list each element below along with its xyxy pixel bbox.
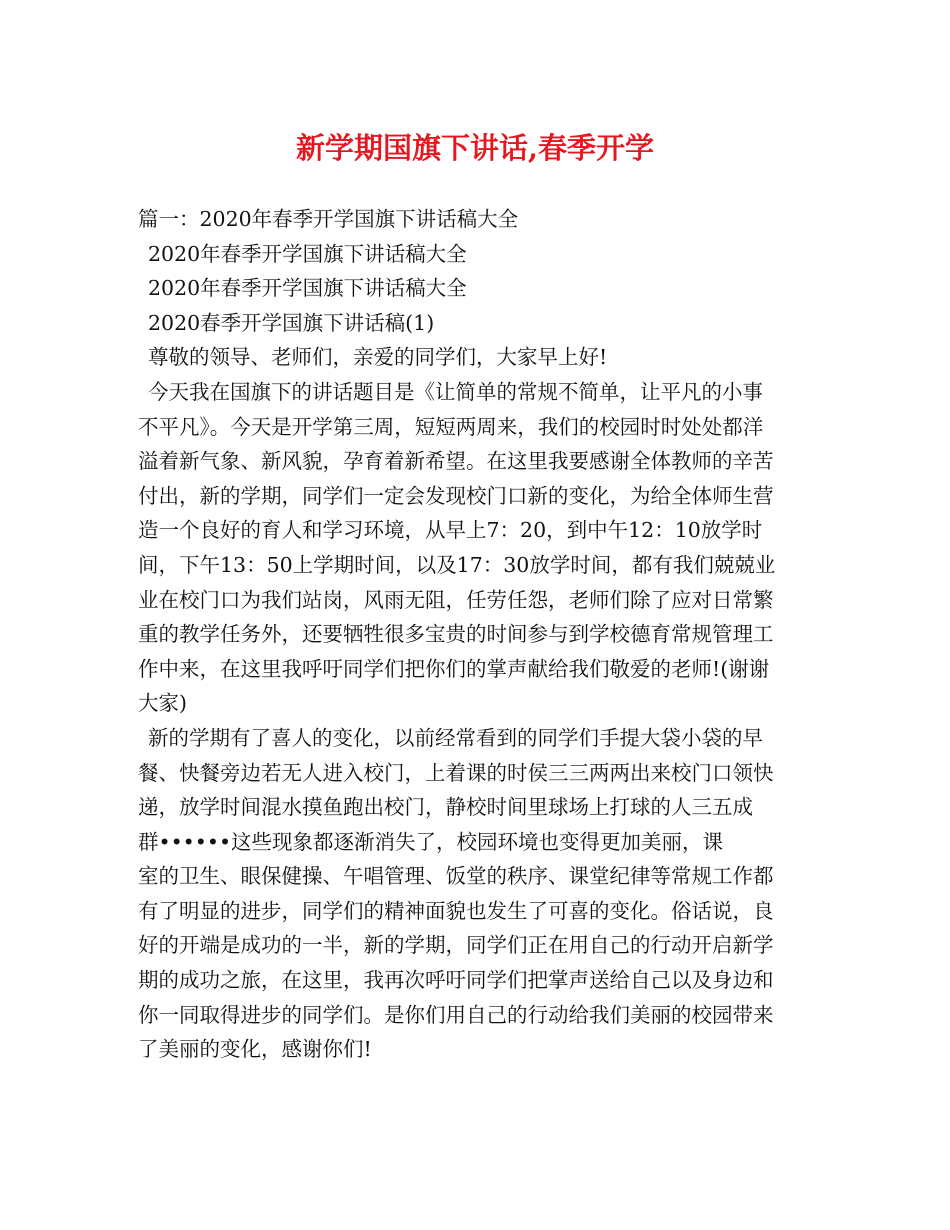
text-line: 造一个良好的育人和学习环境，从早上7：20，到中午12：10放学时 <box>138 518 763 543</box>
text-line: 业在校门口为我们站岗，风雨无阻，任劳任怨，老师们除了应对日常繁 <box>138 587 774 612</box>
text-line: 间，下午13：50上学期时间，以及17：30放学时间，都有我们兢兢业 <box>138 552 776 577</box>
text-line: 新的学期有了喜人的变化，以前经常看到的同学们手提大袋小袋的早 <box>148 725 763 750</box>
text-line: 篇一：2020年春季开学国旗下讲话稿大全 <box>138 207 519 231</box>
text-line: 付出，新的学期，同学们一定会发现校门口新的变化，为给全体师生营 <box>138 483 774 508</box>
text-line: 重的教学任务外，还要牺牲很多宝贵的时间参与到学校德育常规管理工 <box>138 622 774 647</box>
text-line: 群••••••这些现象都逐渐消失了，校园环境也变得更加美丽，课 <box>138 829 724 854</box>
text-line: 2020年春季开学国旗下讲话稿大全 <box>148 241 467 266</box>
text-line: 不平凡》。今天是开学第三周，短短两周来，我们的校园时时处处都洋 <box>138 414 764 439</box>
text-line: 尊敬的领导、老师们，亲爱的同学们，大家早上好! <box>148 345 608 370</box>
text-line: 作中来，在这里我呼吁同学们把你们的掌声献给我们敬爱的老师!(谢谢 <box>138 656 770 681</box>
text-line: 有了明显的进步，同学们的精神面貌也发生了可喜的变化。俗话说，良 <box>138 898 774 923</box>
text-line: 2020年春季开学国旗下讲话稿大全 <box>148 276 467 301</box>
document-body <box>138 202 814 1067</box>
text-line: 2020春季开学国旗下讲话稿(1) <box>148 310 435 335</box>
text-line: 餐、快餐旁边若无人进入校门，上着课的时侯三三两两出来校门口领快 <box>138 760 774 785</box>
text-line: 你一同取得进步的同学们。是你们用自己的行动给我们美丽的校园带来 <box>138 1002 774 1027</box>
text-line: 室的卫生、眼保健操、午唱管理、饭堂的秩序、课堂纪律等常规工作都 <box>138 864 774 889</box>
text-line: 了美丽的变化，感谢你们! <box>138 1037 372 1062</box>
text-line: 递，放学时间混水摸鱼跑出校门，静校时间里球场上打球的人三五成 <box>138 795 753 820</box>
text-line: 溢着新气象、新风貌，孕育着新希望。在这里我要感谢全体教师的辛苦 <box>138 449 774 474</box>
document-title: 新学期国旗下讲话,春季开学 <box>295 131 655 165</box>
text-line: 期的成功之旅，在这里，我再次呼吁同学们把掌声送给自己以及身边和 <box>138 968 774 993</box>
text-line: 好的开端是成功的一半，新的学期，同学们正在用自己的行动开启新学 <box>138 933 774 958</box>
text-line: 大家) <box>138 691 187 716</box>
text-line: 今天我在国旗下的讲话题目是《让简单的常规不简单，让平凡的小事 <box>148 379 763 404</box>
